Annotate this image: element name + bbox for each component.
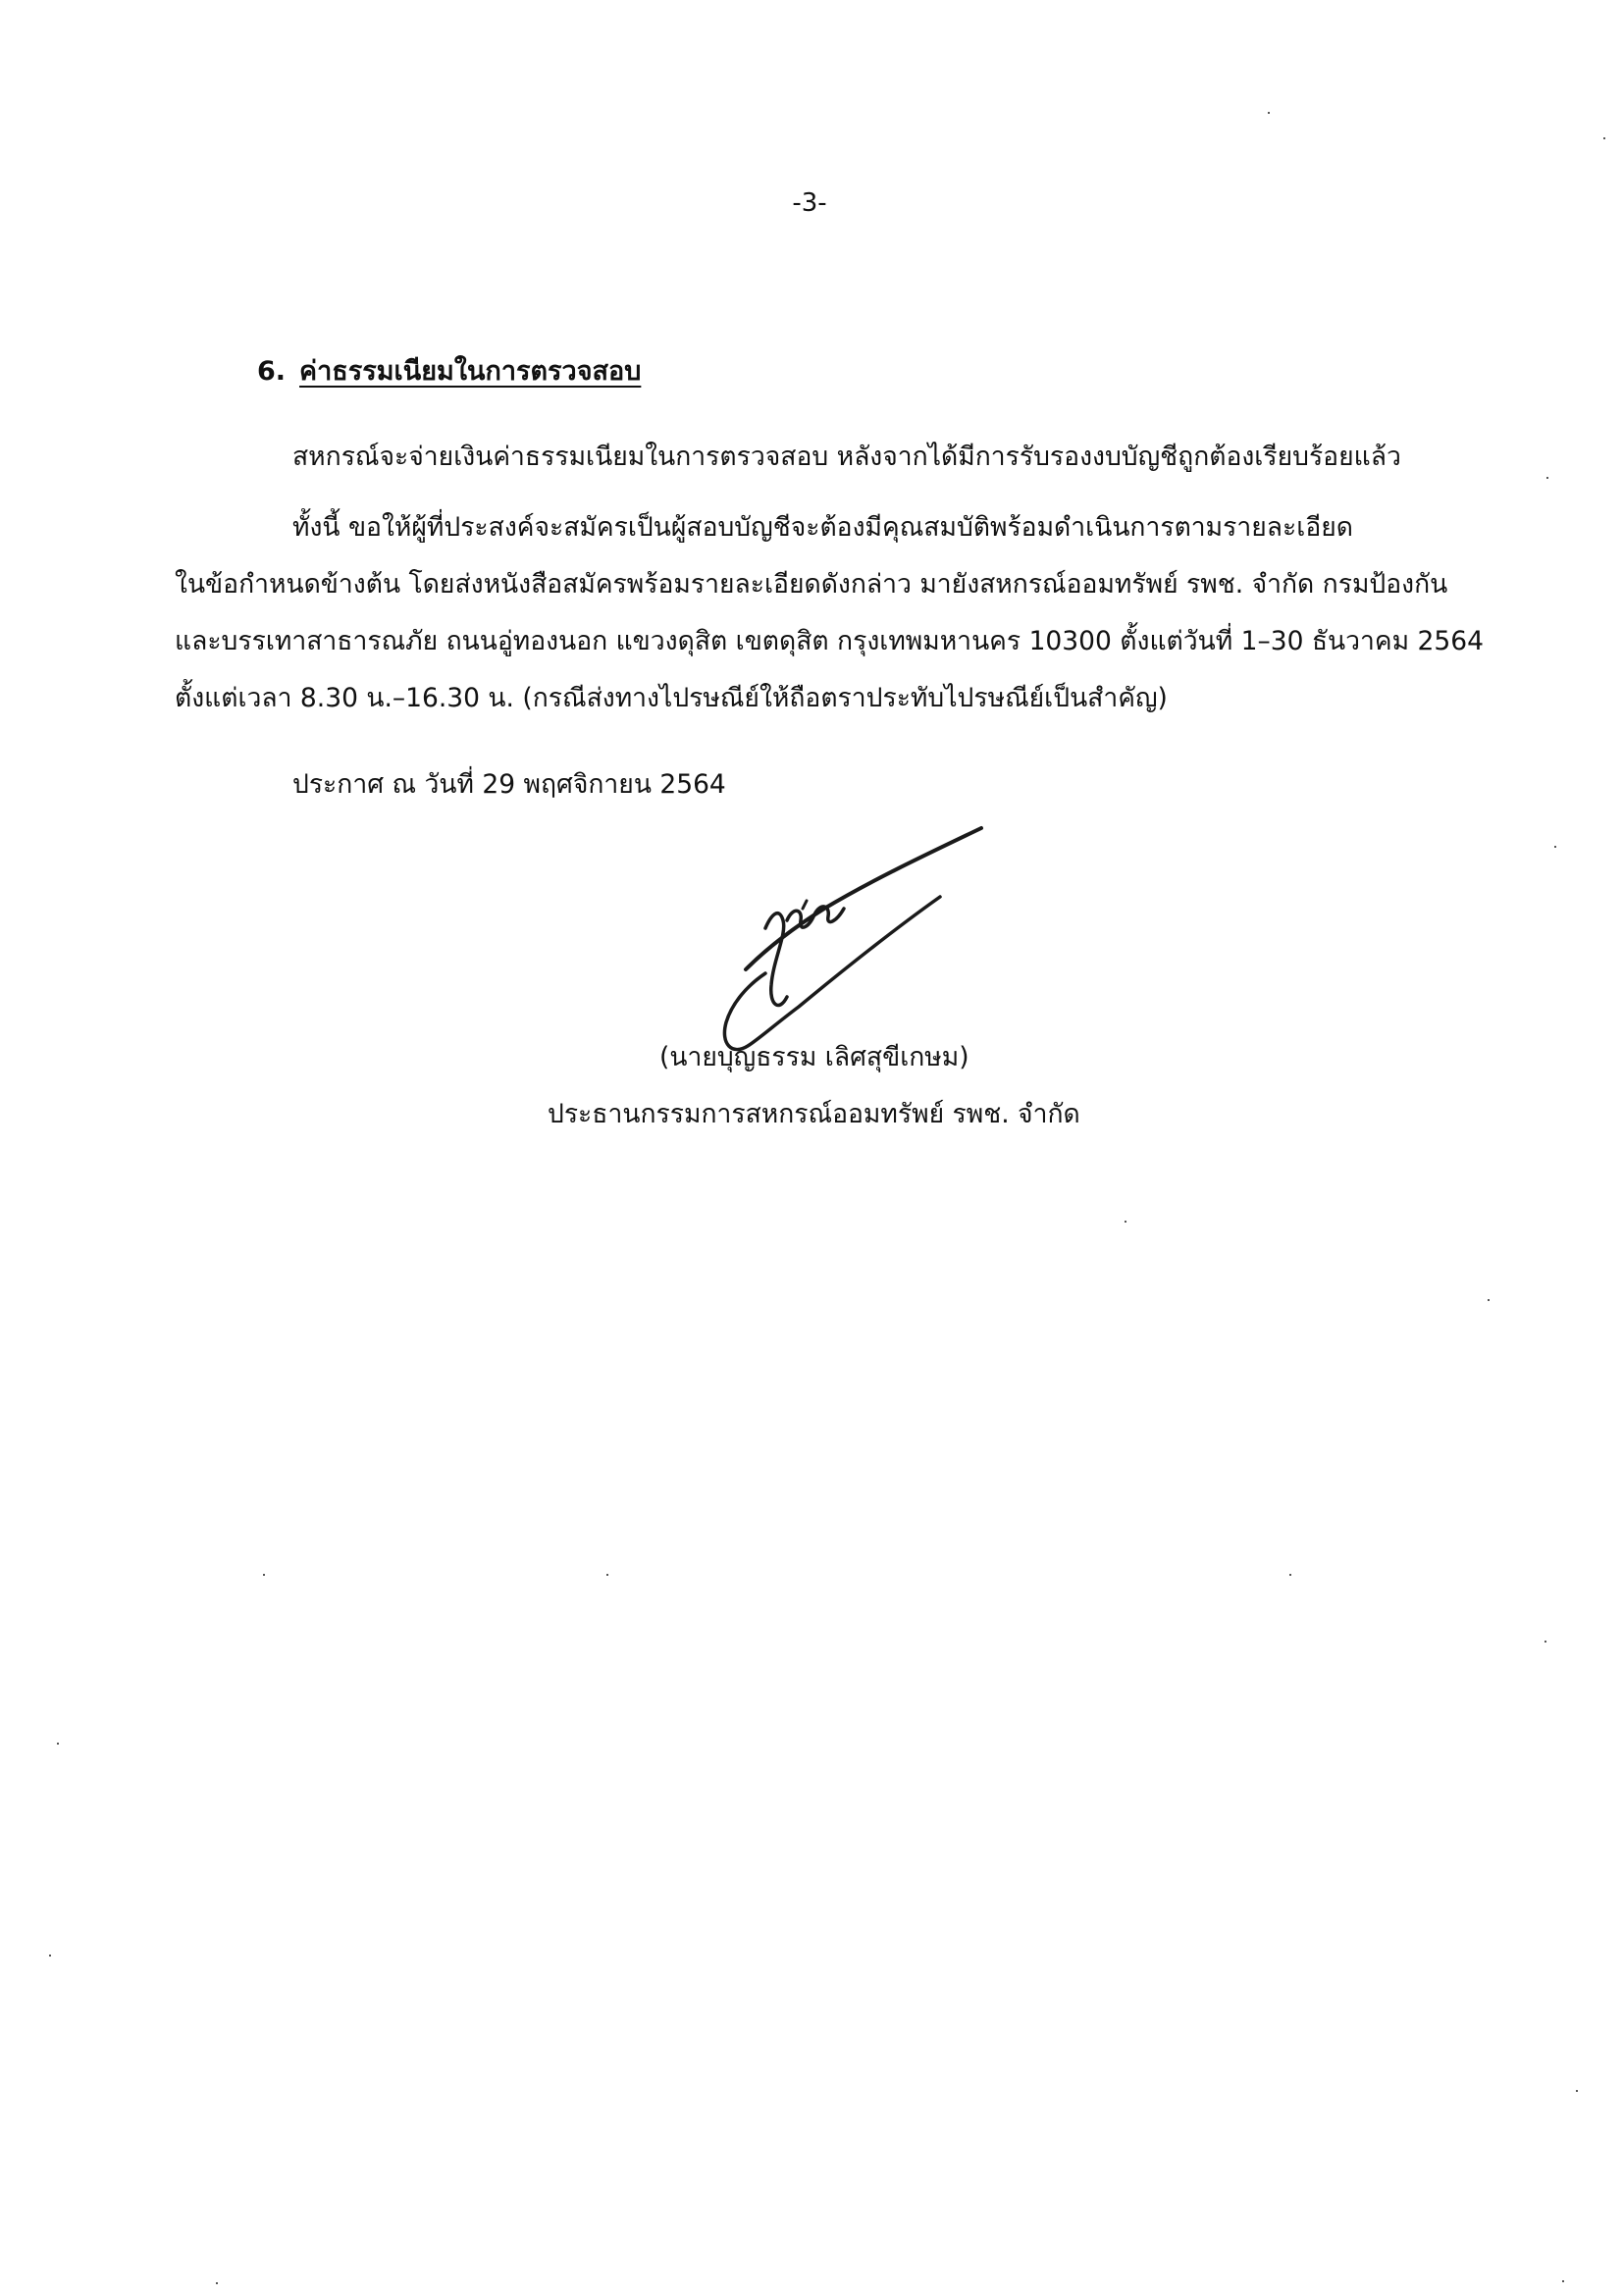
signer-title: ประธานกรรมการสหกรณ์ออมทรัพย์ รพช. จำกัด: [548, 1099, 1080, 1129]
page-number: -3-: [792, 188, 827, 218]
scan-speck: [1488, 1299, 1490, 1301]
scan-speck: [1289, 1574, 1291, 1576]
application-paragraph-line-2: ในข้อกำหนดข้างต้น โดยส่งหนังสือสมัครพร้อมรายละเอียดดังกล่าว มายังสหกรณ์ออมทรัพย์ รพช. จำกัด กรมป้องกัน: [175, 569, 1448, 600]
scan-speck: [606, 1574, 608, 1576]
application-paragraph-line-3: และบรรเทาสาธารณภัย ถนนอู่ทองนอก แขวงดุสิต เขตดุสิต กรุงเทพมหานคร 10300 ตั้งแต่วันที่ 1–30 ธันวาคม 2564: [175, 626, 1484, 656]
application-paragraph-line-1: ทั้งนี้ ขอให้ผู้ที่ประสงค์จะสมัครเป็นผู้สอบบัญชีจะต้องมีคุณสมบัติพร้อมดำเนินการตามรายละเอียด: [292, 512, 1353, 543]
scan-speck: [57, 1743, 59, 1745]
scan-speck: [1546, 477, 1548, 479]
section-title: ค่าธรรมเนียมในการตรวจสอบ: [299, 356, 642, 387]
scan-speck: [1544, 1641, 1546, 1643]
section-heading: [257, 349, 641, 391]
scan-speck: [49, 1955, 51, 1957]
scan-speck: [263, 1574, 265, 1576]
scan-speck: [1562, 2280, 1564, 2282]
scan-speck: [216, 2282, 218, 2284]
application-paragraph-line-4: ตั้งแต่เวลา 8.30 น.–16.30 น. (กรณีส่งทางไปรษณีย์ให้ถือตราประทับไปรษณีย์เป็นสำคัญ): [175, 683, 1168, 713]
scan-speck: [1554, 846, 1556, 848]
scan-speck: [1576, 2090, 1578, 2092]
signer-name: (นายบุญธรรม เลิศสุขีเกษม): [659, 1042, 969, 1072]
announcement-date: ประกาศ ณ วันที่ 29 พฤศจิกายน 2564: [292, 769, 726, 800]
scan-speck: [1603, 137, 1605, 139]
scan-speck: [1125, 1221, 1126, 1223]
section-number: 6.: [257, 356, 287, 387]
scan-speck: [1268, 112, 1270, 114]
handwritten-signature: [677, 812, 1011, 1068]
payment-paragraph: สหกรณ์จะจ่ายเงินค่าธรรมเนียมในการตรวจสอบ หลังจากได้มีการรับรองงบบัญชีถูกต้องเรียบร้อยแล้ว: [292, 442, 1401, 472]
